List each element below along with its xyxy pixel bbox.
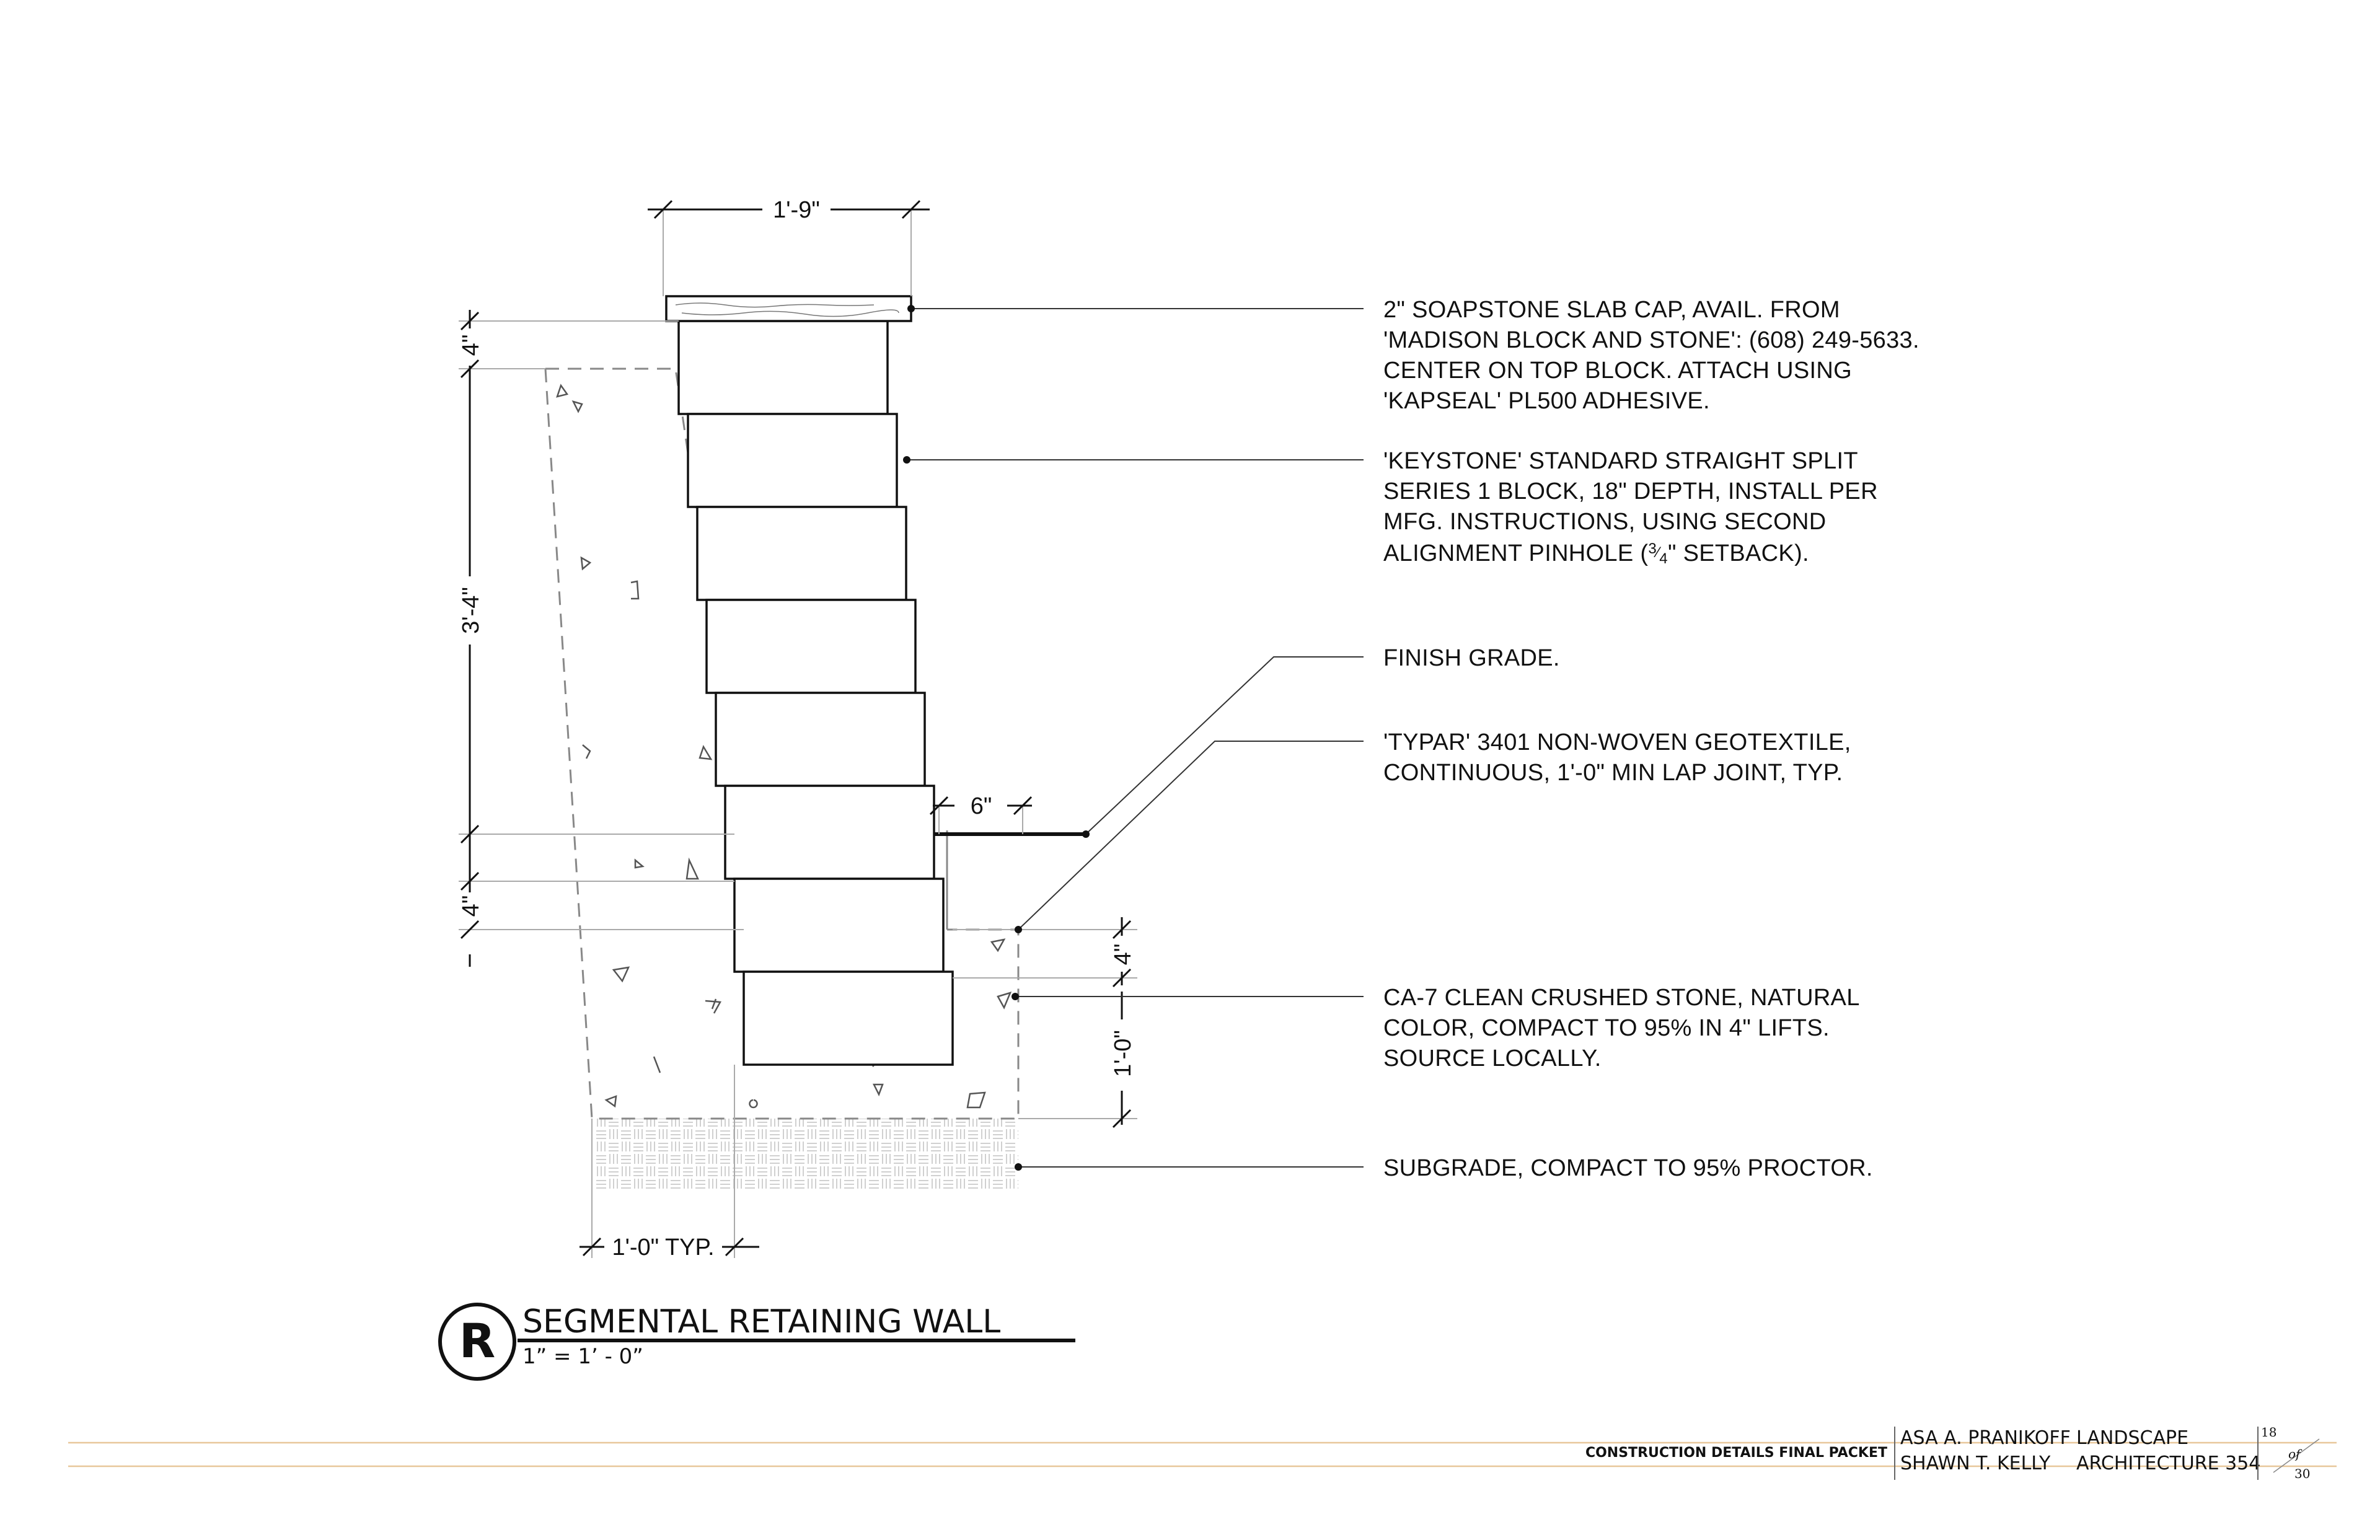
callout-stone-line: COLOR, COMPACT TO 95% IN 4" LIFTS. <box>1383 1015 1830 1041</box>
author-2: SHAWN T. KELLY <box>1900 1453 2051 1474</box>
callout-geotextile-line: CONTINUOUS, 1'-0" MIN LAP JOINT, TYP. <box>1383 760 1843 786</box>
detail-title: SEGMENTAL RETAINING WALL <box>522 1303 1001 1340</box>
callout-cap-line: 'MADISON BLOCK AND STONE': (608) 249-5633. <box>1383 327 1919 353</box>
course-2: ARCHITECTURE 354 <box>2076 1453 2261 1474</box>
author-1: ASA A. PRANIKOFF <box>1900 1427 2071 1449</box>
fraction-slash: ⁄ <box>1656 544 1660 561</box>
callout-block-start: ALIGNMENT PINHOLE ( <box>1383 540 1649 566</box>
soapstone-cap <box>666 296 911 321</box>
detail-title-block <box>440 1303 1075 1379</box>
callout-geotextile <box>1383 729 1851 786</box>
detail-marker-letter: R <box>459 1313 496 1368</box>
title-block <box>1585 1425 2319 1481</box>
wall-block <box>725 786 934 879</box>
detail-scale: 1” = 1’ - 0” <box>522 1344 643 1369</box>
callout-block-line <box>1383 540 1809 567</box>
dim-grade-offset: 6" <box>970 793 992 819</box>
callout-subgrade: SUBGRADE, COMPACT TO 95% PROCTOR. <box>1383 1155 1873 1181</box>
callout-finish-grade: FINISH GRADE. <box>1383 645 1560 671</box>
fraction-numerator: 3 <box>1648 540 1657 557</box>
wall-block <box>688 414 897 507</box>
wall-block <box>679 321 888 414</box>
wall-block <box>716 693 925 786</box>
callout-stone-line: CA-7 CLEAN CRUSHED STONE, NATURAL <box>1383 985 1860 1011</box>
wall-block <box>734 879 943 972</box>
callout-cap-line: 2" SOAPSTONE SLAB CAP, AVAIL. FROM <box>1383 297 1840 323</box>
callout-block-line: MFG. INSTRUCTIONS, USING SECOND <box>1383 509 1827 535</box>
callout-stone <box>1383 985 1860 1071</box>
wall-blocks <box>679 321 953 1065</box>
callout-stone-line: SOURCE LOCALLY. <box>1383 1045 1602 1071</box>
sheet-number: 18 <box>2261 1425 2277 1440</box>
dim-base-width: 1'-0" TYP. <box>612 1234 715 1261</box>
wall-block <box>697 507 906 600</box>
dim-base-top: 4" <box>1110 943 1136 966</box>
fraction-denominator: 4 <box>1659 550 1668 567</box>
callout-geotextile-line: 'TYPAR' 3401 NON-WOVEN GEOTEXTILE, <box>1383 729 1851 755</box>
sheet-of: of <box>2288 1446 2301 1461</box>
callout-block-line: 'KEYSTONE' STANDARD STRAIGHT SPLIT <box>1383 448 1858 474</box>
dim-wall-height: 3'-4" <box>458 587 484 634</box>
wall-block <box>744 972 953 1065</box>
sheet-total: 30 <box>2294 1466 2311 1481</box>
callout-block-line: SERIES 1 BLOCK, 18" DEPTH, INSTALL PER <box>1383 478 1878 504</box>
course-1: LANDSCAPE <box>2076 1427 2189 1449</box>
dim-embed-depth: 4" <box>458 895 484 917</box>
callout-cap-line: CENTER ON TOP BLOCK. ATTACH USING <box>1383 358 1852 384</box>
dim-base-depth: 1'-0" <box>1110 1030 1136 1077</box>
wall-block <box>707 600 915 693</box>
callout-cap-line: 'KAPSEAL' PL500 ADHESIVE. <box>1383 388 1710 414</box>
callout-block-tail: " SETBACK). <box>1667 540 1809 566</box>
subgrade-hatch <box>595 1119 1018 1190</box>
dim-cap-height: 4" <box>458 334 484 356</box>
callout-block <box>1383 448 1878 567</box>
packet-label: CONSTRUCTION DETAILS FINAL PACKET <box>1585 1445 1887 1461</box>
dim-cap-width: 1'-9" <box>773 197 820 223</box>
callout-cap <box>1383 297 1919 414</box>
